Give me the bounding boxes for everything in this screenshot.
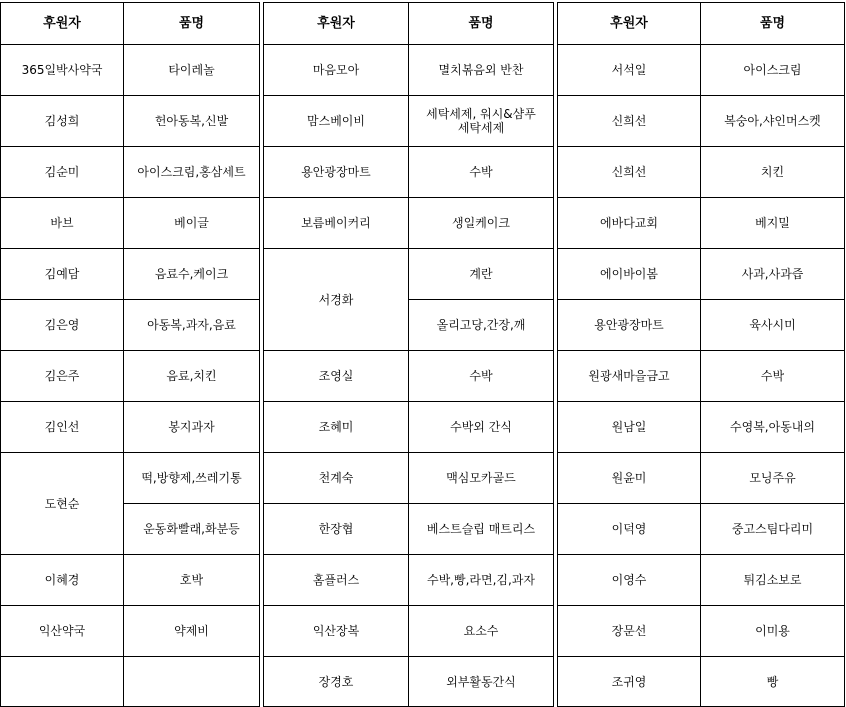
item-cell: 올리고당,간장,깨: [409, 300, 554, 351]
donor-cell: 맘스베이비: [264, 96, 409, 147]
item-cell: 음료수,케이크: [124, 249, 260, 300]
donor-cell: 장경호: [264, 657, 409, 707]
table-row: [264, 249, 554, 300]
header-row: [1, 3, 260, 45]
donor-cell: 김은주: [1, 351, 124, 402]
table-row: [264, 657, 554, 707]
table-row: [558, 504, 845, 555]
table-row: [264, 504, 554, 555]
item-cell: 아동복,과자,음료: [124, 300, 260, 351]
item-cell: 맥심모카골드: [409, 453, 554, 504]
item-cell: 사과,사과즙: [701, 249, 845, 300]
item-cell: 아이스크림: [701, 45, 845, 96]
table-row: [1, 147, 260, 198]
item-cell: 복숭아,샤인머스켓: [701, 96, 845, 147]
item-cell: 생일케이크: [409, 198, 554, 249]
donor-cell: 조영실: [264, 351, 409, 402]
donor-cell: 마음모아: [264, 45, 409, 96]
donor-cell: 조혜미: [264, 402, 409, 453]
item-cell: 수박: [409, 147, 554, 198]
item-cell: 튀김소보로: [701, 555, 845, 606]
donor-cell: 보름베이커리: [264, 198, 409, 249]
item-cell: 외부활동간식: [409, 657, 554, 707]
item-cell: 치킨: [701, 147, 845, 198]
table-row: [558, 249, 845, 300]
donor-header: 후원자: [1, 3, 124, 45]
donor-cell: 천계숙: [264, 453, 409, 504]
item-cell: 약제비: [124, 606, 260, 657]
table-row: [558, 657, 845, 707]
header-row: [558, 3, 845, 45]
table-row: [558, 351, 845, 402]
donor-cell: 365일박사약국: [1, 45, 124, 96]
donor-cell: 김인선: [1, 402, 124, 453]
item-cell: 운동화빨래,화분등: [124, 504, 260, 555]
item-cell: 요소수: [409, 606, 554, 657]
item-cell: 음료,치킨: [124, 351, 260, 402]
donor-cell: 용안광장마트: [264, 147, 409, 198]
item-cell: 이미용: [701, 606, 845, 657]
item-cell: 빵: [701, 657, 845, 707]
table-row: [558, 45, 845, 96]
table-row: [264, 453, 554, 504]
table-row: [558, 300, 845, 351]
table-row: [1, 45, 260, 96]
donor-cell: 장문선: [558, 606, 701, 657]
item-cell: 베이글: [124, 198, 260, 249]
item-cell: 멸치볶음외 반찬: [409, 45, 554, 96]
table-row: [558, 555, 845, 606]
item-cell: 수박: [701, 351, 845, 402]
item-cell: 모닝주유: [701, 453, 845, 504]
donor-cell: 김은영: [1, 300, 124, 351]
item-cell: 중고스팀다리미: [701, 504, 845, 555]
table-row: [1, 96, 260, 147]
item-cell: 떡,방향제,쓰레기통: [124, 453, 260, 504]
item-cell: [124, 657, 260, 707]
donor-cell: 에바다교회: [558, 198, 701, 249]
table-row: [1, 606, 260, 657]
donor-cell: 이영수: [558, 555, 701, 606]
donor-cell: 익산약국: [1, 606, 124, 657]
donor-cell: 원광새마을금고: [558, 351, 701, 402]
donor-cell: 이덕영: [558, 504, 701, 555]
item-cell: 수박,빵,라면,김,과자: [409, 555, 554, 606]
table-row: [558, 147, 845, 198]
table-row: [558, 96, 845, 147]
donor-cell: 익산장복: [264, 606, 409, 657]
table-row: [1, 555, 260, 606]
donor-cell: 에이바이봄: [558, 249, 701, 300]
donor-cell: [1, 657, 124, 707]
item-cell: 수박외 간식: [409, 402, 554, 453]
donation-table-3: [557, 2, 845, 707]
item-cell: 아이스크림,홍삼세트: [124, 147, 260, 198]
donor-cell: 조귀영: [558, 657, 701, 707]
table-row: [1, 657, 260, 707]
item-cell: 봉지과자: [124, 402, 260, 453]
table-row: [1, 351, 260, 402]
table-row: [558, 402, 845, 453]
donor-cell: 신희선: [558, 147, 701, 198]
table-row: [264, 45, 554, 96]
table-row: [264, 606, 554, 657]
table-row: [264, 198, 554, 249]
table-row: [1, 453, 260, 504]
table-row: [264, 402, 554, 453]
donor-cell: 바브: [1, 198, 124, 249]
donor-cell: 홈플러스: [264, 555, 409, 606]
donor-cell: 원윤미: [558, 453, 701, 504]
item-cell: 타이레놀: [124, 45, 260, 96]
donor-cell: 신희선: [558, 96, 701, 147]
table-row: [1, 198, 260, 249]
donor-cell: 김성희: [1, 96, 124, 147]
donor-header: 후원자: [558, 3, 701, 45]
table-row: [1, 249, 260, 300]
item-cell: 계란: [409, 249, 554, 300]
donor-cell: 김순미: [1, 147, 124, 198]
item-header: 품명: [701, 3, 845, 45]
table-row: [1, 402, 260, 453]
table-row: [558, 606, 845, 657]
item-header: 품명: [409, 3, 554, 45]
donor-cell: 서경화: [264, 249, 409, 351]
donor-cell: 서석일: [558, 45, 701, 96]
item-cell: 수영복,아동내의: [701, 402, 845, 453]
donor-cell: 용안광장마트: [558, 300, 701, 351]
table-row: [1, 300, 260, 351]
table-row: [264, 147, 554, 198]
item-cell: 호박: [124, 555, 260, 606]
donor-cell: 김예담: [1, 249, 124, 300]
table-row: [264, 555, 554, 606]
item-cell: 육사시미: [701, 300, 845, 351]
donor-cell: 한장협: [264, 504, 409, 555]
item-cell: 수박: [409, 351, 554, 402]
item-header: 품명: [124, 3, 260, 45]
donor-cell: 이혜경: [1, 555, 124, 606]
donor-cell: 원남일: [558, 402, 701, 453]
header-row: [264, 3, 554, 45]
table-row: [264, 96, 554, 147]
donor-cell: 도현순: [1, 453, 124, 555]
donation-table-1: [0, 2, 260, 707]
item-cell: 베스트슬립 매트리스: [409, 504, 554, 555]
table-row: [558, 198, 845, 249]
item-cell: 세탁세제, 워시&샴푸 세탁세제: [409, 96, 554, 147]
donation-table-2: [263, 2, 554, 707]
table-row: [558, 453, 845, 504]
item-cell: 베지밀: [701, 198, 845, 249]
donor-header: 후원자: [264, 3, 409, 45]
item-cell: 헌아동복,신발: [124, 96, 260, 147]
table-row: [264, 351, 554, 402]
